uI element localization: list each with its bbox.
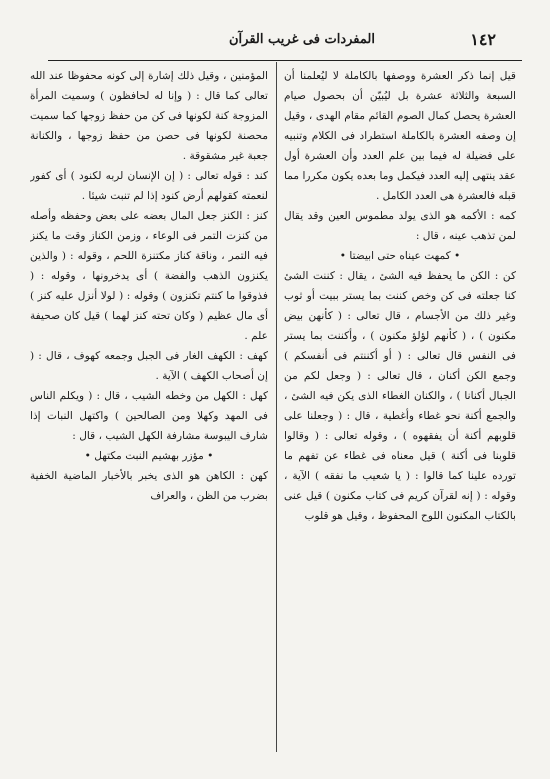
column-divider — [276, 62, 277, 752]
entry-kamah: كمه : الأكمه هو الذى يولد مطموس العين وقد يقال لمن تذهب عينه ، قال : — [284, 210, 516, 242]
entry-kanad: كند : قوله تعالى : ( إن الإنسان لربه لكنود ) أى كفور لنعمته كقولهم أرض كنود إذا لم تنبت شيئا . — [30, 170, 268, 202]
entry-kamil-continued: قيل إنما ذكر العشرة ووصفها بالكاملة لا ليُعلمنا أن السبعة والثلاثة عشرة بل ليُبيّن أن بحصول صيام العشرة يحصل كمال الصوم القائم مقام الهدى ، وقيل إن وصفه العشرة بالكاملة استطراد فى الكلام وتنبيه على فضيلة له فيما بين علم العدد وأن العشرة أول عقد ينتهى إليه العدد فيكمل وما بعده يكون مكررا مما قبله فالعشرة هى العدد الكامل . — [284, 70, 516, 202]
header-rule — [48, 60, 522, 61]
page-number: ١٤٢ — [470, 30, 496, 49]
entry-kann-continued: المؤمنين ، وقيل ذلك إشارة إلى كونه محفوظا عند الله تعالى كما قال : ( وإنا له لحافظون ) وسميت المرأة المزوجة كنة لكونها فى كن من حفظ زوجها كما سميت محصنة لكونها فى حصن من حفظ زوجها ، والكنانة جعبة غير مشقوقة . — [30, 70, 268, 162]
poetry-verse: • مؤزر بهشيم النبت مكتهل • — [84, 450, 214, 462]
entry-kahan: كهن : الكاهن هو الذى يخبر بالأخبار الماضية الخفية بضرب من الظن ، والعراف — [30, 470, 268, 502]
entry-kanz: كنز : الكنز جعل المال بعضه على بعض وحفظه وأصله من كنزت التمر فى الوعاء ، وزمن الكناز وقت ما يكنز فيه التمر ، وناقة كناز مكتنزة اللحم ، وقوله : ( والذين يكنزون الذهب والفضة ) أى يدخرونها ، وقوله : ( فذوقوا ما كنتم تكنزون ) وقوله : ( لولا أنزل عليه كنز ) أى مال عظيم ( وكان تحته كنز لهما ) قيل كان صحيفة علم . — [30, 210, 268, 342]
entry-kann: كن : الكن ما يحفظ فيه الشئ ، يقال : كننت الشئ كنا جعلته فى كن وخص كننت بما يستر ببيت أو ثوب وغير ذلك من الأجسام ، قال تعالى : ( كأنهن بيض مكنون ) ، ( كأنهم لؤلؤ مكنون ) ، وأكننت بما يستر فى النفس قال تعالى : ( أو أكننتم فى أنفسكم ) وجمع الكن أكنان ، قال تعالى : ( وجعل لكم من الجبال أكنانا ) ، والكنان الغطاء الذى يكن فيه الشئ ، والجمع أكنة نحو غطاء وأغطية ، قال : ( وجعلنا على قلوبهم أكنة أن يفقهوه ) ، وقوله تعالى : ( وقالوا قلوبنا فى أكنة ) قيل معناه فى غطاء عن تفهم ما تورده علينا كما قالوا : ( يا شعيب ما نفقه ) الآية ، وقوله : ( إنه لقرآن كريم فى كتاب مكنون ) قيل عنى بالكتاب المكنون اللوح المحفوظ ، وقيل هو قلوب — [284, 270, 516, 522]
running-title: المفردات فى غريب القرآن — [229, 32, 375, 47]
entry-kahf: كهف : الكهف الغار فى الجبل وجمعه كهوف ، قال : ( إن أصحاب الكهف ) الآية . — [30, 350, 268, 382]
right-column — [284, 66, 516, 756]
left-column — [30, 66, 268, 756]
poetry-verse: • كمهت عيناه حتى ابيضتا • — [339, 250, 461, 262]
page-header — [24, 30, 526, 56]
entry-kahl: كهل : الكهل من وخطه الشيب ، قال : ( ويكلم الناس فى المهد وكهلا ومن الصالحين ) واكتهل النبات إذا شارف اليبوسة مشارفة الكهل الشيب ، قال : — [30, 390, 268, 442]
